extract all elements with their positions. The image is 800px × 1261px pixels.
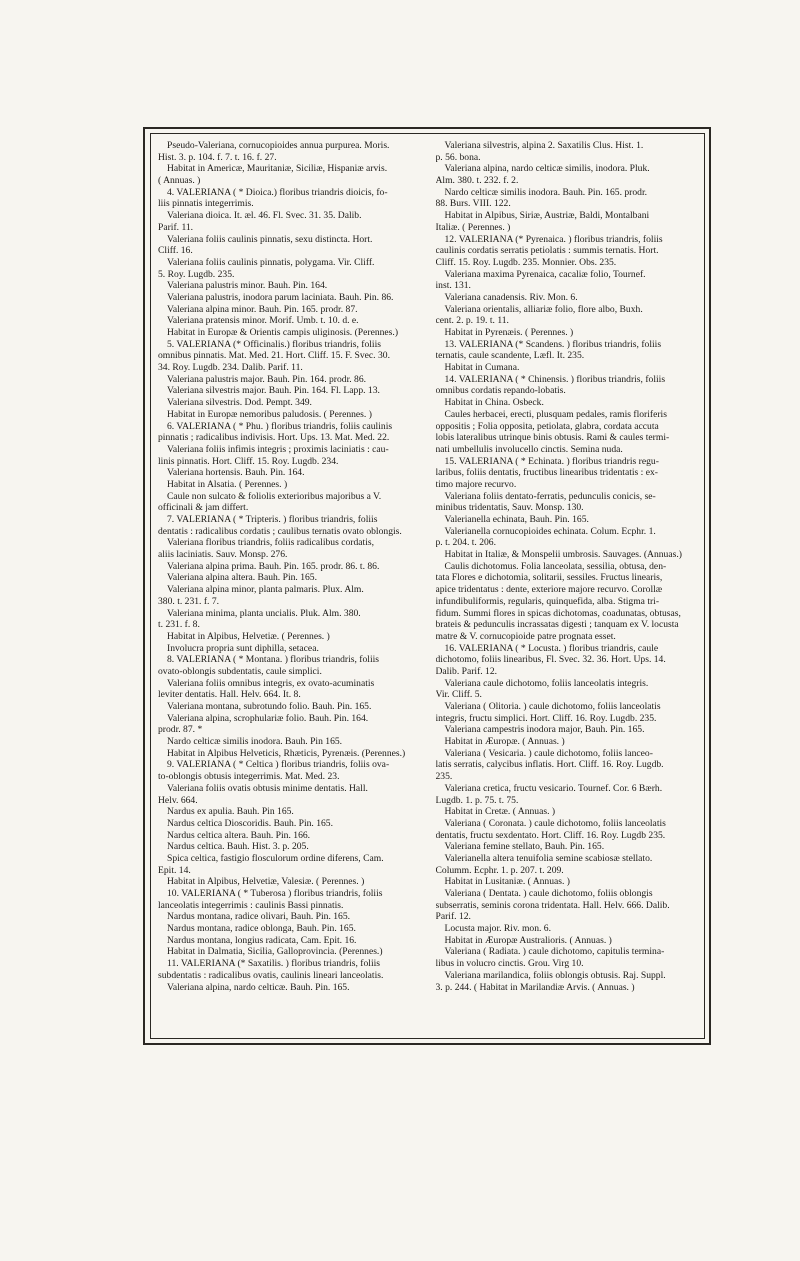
text-line: ovato-oblongis subdentatis, caule simplici.: [158, 665, 322, 677]
text-line: pinnatis ; radicalibus indivisis. Hort. Ups. 13. Mat. Med. 22.: [158, 432, 390, 444]
text-line: Valeriana ( Radiata. ) caule dichotomo, capitulis termina-: [444, 946, 665, 958]
text-line: dichotomo, foliis linearibus, Fl. Svec. 32. 36. Hort. Ups. 14.: [435, 654, 666, 666]
text-line: Alm. 380. t. 232. f. 2.: [435, 175, 519, 187]
text-line: Habitat in Cretæ. ( Annuas. ): [444, 806, 556, 818]
text-line: Valeriana alpina minor. Bauh. Pin. 165. prodr. 87.: [167, 303, 358, 315]
text-line: Valeriana orientalis, alliariæ folio, flore albo, Buxh.: [444, 303, 643, 315]
text-line: Habitat in Americæ, Mauritaniæ, Siciliæ, Hispaniæ arvis.: [167, 163, 388, 175]
text-line: Parif. 12.: [435, 911, 471, 923]
text-line: minibus tridentatis, Sauv. Monsp. 130.: [435, 502, 584, 514]
text-line: linis pinnatis. Hort. Cliff. 15. Roy. Lugdb. 234.: [158, 455, 339, 467]
text-line: t. 231. f. 8.: [158, 619, 200, 631]
text-line: Nardus montana, radice olivari, Bauh. Pin. 165.: [167, 911, 351, 923]
text-line: Valeriana palustris, inodora parum laciniata. Bauh. Pin. 86.: [167, 291, 394, 303]
text-line: Pseudo-Valeriana, cornucopioides annua purpurea. Moris.: [167, 140, 390, 151]
text-line: Valeriana maxima Pyrenaica, cacaliæ folio, Tournef.: [444, 268, 646, 280]
text-line: Caulis dichotomus. Folia lanceolata, sessilia, obtusa, den-: [444, 560, 667, 572]
text-line: Helv. 664.: [158, 794, 198, 806]
text-line: Habitat in Pyrenæis. ( Perennes. ): [444, 327, 574, 338]
text-line: 380. t. 231. f. 7.: [158, 595, 220, 607]
text-line: Nardus montana, radice oblonga, Bauh. Pin. 165.: [167, 923, 356, 935]
text-line: Valeriana foliis caulinis pinnatis, polygama. Vir. Cliff.: [167, 256, 375, 268]
text-line: Valerianella cornucopioides echinata. Colum. Ecphr. 1.: [444, 525, 656, 537]
text-line: Nardus celtica altera. Bauh. Pin. 166.: [167, 829, 311, 841]
text-line: 8. VALERIANA ( * Montana. ) floribus triandris, foliis: [167, 654, 380, 666]
text-line: Valeriana ( Dentata. ) caule dichotomo, foliis oblongis: [444, 888, 653, 899]
text-line: inst. 131.: [435, 280, 471, 292]
text-line: laribus, foliis dentatis, fructibus linearibus tridentatis : ex-: [435, 467, 658, 479]
text-line: Valeriana silvestris major. Bauh. Pin. 164. Fl. Lapp. 13.: [167, 385, 380, 397]
text-line: Habitat in Æuropæ. ( Annuas. ): [444, 736, 565, 748]
text-line: lobis lateralibus utrinque binis obtusis. Rami & caules termi-: [435, 432, 670, 444]
text-line: Habitat in Europæ & Orientis campis uliginosis. (Perennes.): [167, 327, 399, 338]
text-line: Valeriana alpina minor, planta palmaris. Plux. Alm.: [167, 584, 364, 596]
text-line: Nardus ex apulia. Bauh. Pin 165.: [167, 806, 294, 818]
text-line: ( Annuas. ): [158, 175, 201, 187]
text-line: Habitat in Alpibus, Helvetiæ, Valesiæ. ( Perennes. ): [167, 876, 365, 888]
text-line: Habitat in Dalmatia, Sicilia, Galloprovincia. (Perennes.): [167, 946, 383, 958]
text-line: Habitat in Italiæ, & Monspelii umbrosis. Sauvages. (Annuas.): [444, 549, 682, 561]
text-line: Valeriana pratensis minor. Morif. Umb. t. 10. d. e.: [167, 315, 359, 327]
text-line: Valeriana alpina, nardo celticæ similis, inodora. Pluk.: [444, 163, 650, 175]
text-line: Valeriana minima, planta uncialis. Pluk. Alm. 380.: [167, 607, 361, 619]
text-line: cent. 2. p. 19. t. 11.: [435, 315, 509, 327]
text-line: 13. VALERIANA (* Scandens. ) floribus triandris, foliis: [444, 338, 662, 350]
text-line: subdentatis : radicalibus ovatis, caulinis lineari lanceolatis.: [158, 969, 384, 981]
text-line: Valeriana palustris major. Bauh. Pin. 164. prodr. 86.: [167, 373, 367, 385]
text-line: timo majore recurvo.: [435, 478, 517, 490]
text-line: Cliff. 15. Roy. Lugdb. 235. Monnier. Obs. 235.: [435, 256, 617, 268]
text-line: Valeriana alpina prima. Bauh. Pin. 165. prodr. 86. t. 86.: [167, 560, 380, 572]
text-line: caulinis cordatis serratis petiolatis : summis ternatis. Hort.: [435, 245, 659, 257]
text-line: 14. VALERIANA ( * Chinensis. ) floribus triandris, foliis: [444, 373, 666, 385]
text-line: 10. VALERIANA ( * Tuberosa ) floribus triandris, foliis: [167, 888, 383, 899]
text-line: tata Flores e dichotomia, solitarii, sessiles. Fructus linearis,: [435, 572, 663, 584]
text-line: Dalib. Parif. 12.: [435, 665, 498, 677]
text-line: Cliff. 16.: [158, 245, 193, 257]
text-line: p. 56. bona.: [435, 151, 481, 163]
text-line: Valeriana foliis dentato-ferratis, pedunculis conicis, se-: [444, 490, 656, 502]
text-line: 12. VALERIANA (* Pyrenaica. ) floribus triandris, foliis: [444, 233, 663, 245]
right-column: [436, 140, 700, 1035]
text-line: Valeriana hortensis. Bauh. Pin. 164.: [167, 467, 305, 479]
text-line: Valeriana canadensis. Riv. Mon. 6.: [444, 291, 578, 303]
text-line: Nardo celticæ similis inodora. Bauh. Pin. 165. prodr.: [444, 186, 648, 198]
text-line: oppositis ; Folia opposita, petiolata, glabra, cordata accuta: [435, 420, 659, 432]
text-line: integris, fructu simplici. Hort. Cliff. 16. Roy. Lugdb. 235.: [435, 712, 657, 724]
text-columns: [158, 140, 699, 1035]
text-line: liis pinnatis integerrimis.: [158, 198, 254, 210]
text-line: Epit. 14.: [158, 864, 191, 876]
text-line: 16. VALERIANA ( * Locusta. ) floribus triandris, caule: [444, 642, 659, 654]
text-line: Habitat in China. Osbeck.: [444, 397, 544, 409]
text-line: 11. VALERIANA (* Saxatilis. ) floribus triandris, foliis: [167, 958, 381, 970]
text-line: omnibus cordatis repando-lobatis.: [435, 385, 566, 397]
text-line: Valeriana ( Coronata. ) caule dichotomo, foliis lanceolatis: [444, 817, 666, 829]
text-line: apice tridentatus : dente, exteriore majore recurvo. Corollæ: [435, 584, 663, 596]
text-line: Valeriana campestris inodora major, Bauh. Pin. 165.: [444, 724, 645, 736]
text-line: Locusta major. Riv. mon. 6.: [444, 923, 551, 935]
text-line: Valeriana alpina, nardo celticæ. Bauh. Pin. 165.: [167, 981, 350, 993]
text-line: Valeriana montana, subrotundo folio. Bauh. Pin. 165.: [167, 701, 372, 712]
text-line: Habitat in Alpibus, Helvetiæ. ( Perennes. ): [167, 630, 330, 642]
text-line: Valeriana ( Vesicaria. ) caule dichotomo, foliis lanceo-: [444, 747, 653, 759]
text-line: 5. VALERIANA (* Officinalis.) floribus triandris, foliis: [167, 338, 381, 350]
text-line: 34. Roy. Lugdb. 234. Dalib. Parif. 11.: [158, 362, 303, 374]
text-line: 9. VALERIANA ( * Celtica ) floribus triandris, foliis ova-: [167, 759, 390, 771]
text-line: Habitat in Alsatia. ( Perennes. ): [167, 478, 288, 490]
text-line: Valeriana cretica, fructu vesicario. Tournef. Cor. 6 Bærh.: [444, 782, 663, 794]
text-line: libus in volucro cinctis. Grou. Virg 10.: [435, 958, 584, 970]
text-line: prodr. 87. *: [158, 724, 203, 736]
text-line: Vir. Cliff. 5.: [435, 689, 482, 701]
text-line: Parif. 11.: [158, 221, 194, 233]
text-line: Habitat in Alpibus Helveticis, Rhæticis, Pyrenæis. (Perennes.): [167, 747, 406, 759]
text-line: Involucra propria sunt diphilla, setacea.: [167, 642, 319, 654]
text-line: Valeriana foliis ovatis obtusis minime dentatis. Hall.: [167, 782, 368, 794]
text-line: subserratis, seminis corona tridentata. Hall. Helv. 666. Dalib.: [435, 899, 670, 911]
text-line: Habitat in Cumana.: [444, 362, 520, 374]
text-line: omnibus pinnatis. Mat. Med. 21. Hort. Cliff. 15. F. Svec. 30.: [158, 350, 390, 362]
text-line: Habitat in Alpibus, Siriæ, Austriæ, Baldi, Montalbani: [444, 210, 650, 222]
left-column: [158, 140, 422, 1035]
text-line: Valeriana foliis caulinis pinnatis, sexu distincta. Hort.: [167, 233, 373, 245]
text-line: Lugdb. 1. p. 75. t. 75.: [435, 794, 519, 806]
text-line: fidum. Summi flores in spicas dichotomas, coadunatas, obtusas,: [435, 607, 681, 619]
text-line: Columm. Ecphr. 1. p. 207. t. 209.: [435, 864, 564, 876]
text-line: Nardo celticæ similis inodora. Bauh. Pin 165.: [167, 736, 343, 748]
text-line: Valeriana caule dichotomo, foliis lanceolatis integris.: [444, 677, 649, 689]
text-line: Valerianella altera tenuifolia semine scabiosæ stellato.: [444, 852, 653, 864]
text-line: Valeriana ( Olitoria. ) caule dichotomo, foliis lanceolatis: [444, 701, 661, 712]
text-line: Valeriana foliis infimis integris ; proximis laciniatis : cau-: [167, 443, 389, 455]
text-line: 15. VALERIANA ( * Echinata. ) floribus triandris regu-: [444, 455, 659, 467]
text-line: Habitat in Europæ nemoribus paludosis. ( Perennes. ): [167, 408, 372, 420]
text-line: aliis laciniatis. Sauv. Monsp. 276.: [158, 549, 288, 561]
text-line: Nardus celtica Dioscoridis. Bauh. Pin. 165.: [167, 817, 333, 829]
text-line: Nardus montana, longius radicata, Cam. Epit. 16.: [167, 934, 357, 946]
text-line: to-oblongis obtusis integerrimis. Mat. Med. 23.: [158, 771, 340, 783]
text-line: officinali & jam differt.: [158, 502, 249, 514]
text-line: Habitat in Æuropæ Australioris. ( Annuas. ): [444, 934, 612, 946]
text-line: 6. VALERIANA ( * Phu. ) floribus triandris, foliis caulinis: [167, 420, 393, 432]
text-line: lanceolatis integerrimis : caulinis Bassi pinnatis.: [158, 899, 344, 911]
text-line: Valeriana femine stellato, Bauh. Pin. 165.: [444, 841, 605, 853]
text-line: Valerianella echinata, Bauh. Pin. 165.: [444, 514, 589, 525]
text-line: 88. Burs. VIII. 122.: [435, 198, 511, 210]
text-line: Italiæ. ( Perennes. ): [435, 221, 511, 233]
text-line: 4. VALERIANA ( * Dioica.) floribus triandris dioicis, fo-: [167, 186, 388, 198]
text-line: ternatis, caule scandente, Læfl. It. 235.: [435, 350, 585, 362]
text-line: Valeriana palustris minor. Bauh. Pin. 164.: [167, 280, 328, 292]
text-line: latis serratis, calycibus inflatis. Hort. Cliff. 16. Roy. Lugdb.: [435, 759, 664, 771]
text-line: 5. Roy. Lugdb. 235.: [158, 268, 235, 280]
text-line: nati umbellulis involucello cinctis. Semina nuda.: [435, 443, 623, 455]
text-line: Valeriana silvestris, alpina 2. Saxatilis Clus. Hist. 1.: [444, 140, 644, 151]
text-line: Caules herbacei, erecti, plusquam pedales, ramis floriferis: [444, 408, 667, 420]
text-line: Caule non sulcato & foliolis exterioribus majoribus a V.: [167, 490, 382, 502]
text-line: Spica celtica, fastigio flosculorum ordine diferens, Cam.: [167, 852, 384, 864]
text-line: Valeriana floribus triandris, foliis radicalibus cordatis,: [167, 537, 375, 549]
text-line: Habitat in Lusitaniæ. ( Annuas. ): [444, 876, 571, 888]
text-line: infundibuliformis, regularis, quinquefida, alba. Stigma tri-: [435, 595, 660, 607]
text-line: Valeriana alpina altera. Bauh. Pin. 165.: [167, 572, 317, 584]
text-line: Valeriana dioica. It. æl. 46. Fl. Svec. 31. 35. Dalib.: [167, 210, 362, 222]
text-line: Valeriana marilandica, foliis oblongis obtusis. Raj. Suppl.: [444, 969, 666, 981]
text-line: brateis & pedunculis incrassatas digesti ; tanquam ex V. locusta: [435, 619, 679, 631]
text-line: 7. VALERIANA ( * Tripteris. ) floribus triandris, foliis: [167, 514, 378, 525]
text-line: Valeriana foliis omnibus integris, ex ovato-acuminatis: [167, 677, 375, 689]
text-line: dentatis : radicalibus cordatis ; caulibus ternatis ovato oblongis.: [158, 525, 402, 537]
text-line: Valeriana alpina, scrophulariæ folio. Bauh. Pin. 164.: [167, 712, 369, 724]
text-line: matre & V. cornucopioide patre prognata esset.: [435, 630, 616, 642]
text-line: 235.: [435, 771, 453, 783]
text-line: leviter dentatis. Hall. Helv. 664. It. 8.: [158, 689, 301, 701]
text-line: Valeriana silvestris. Dod. Pempt. 349.: [167, 397, 312, 409]
text-line: dentatis, fructu sexdentato. Hort. Cliff. 16. Roy. Lugdb 235.: [435, 829, 666, 841]
text-line: 3. p. 244. ( Habitat in Marilandiæ Arvis. ( Annuas. ): [435, 981, 635, 993]
text-line: p. t. 204. t. 206.: [435, 537, 496, 549]
text-line: Nardus celtica. Bauh. Hist. 3. p. 205.: [167, 841, 309, 853]
text-line: Hist. 3. p. 104. f. 7. t. 16. f. 27.: [158, 151, 277, 163]
